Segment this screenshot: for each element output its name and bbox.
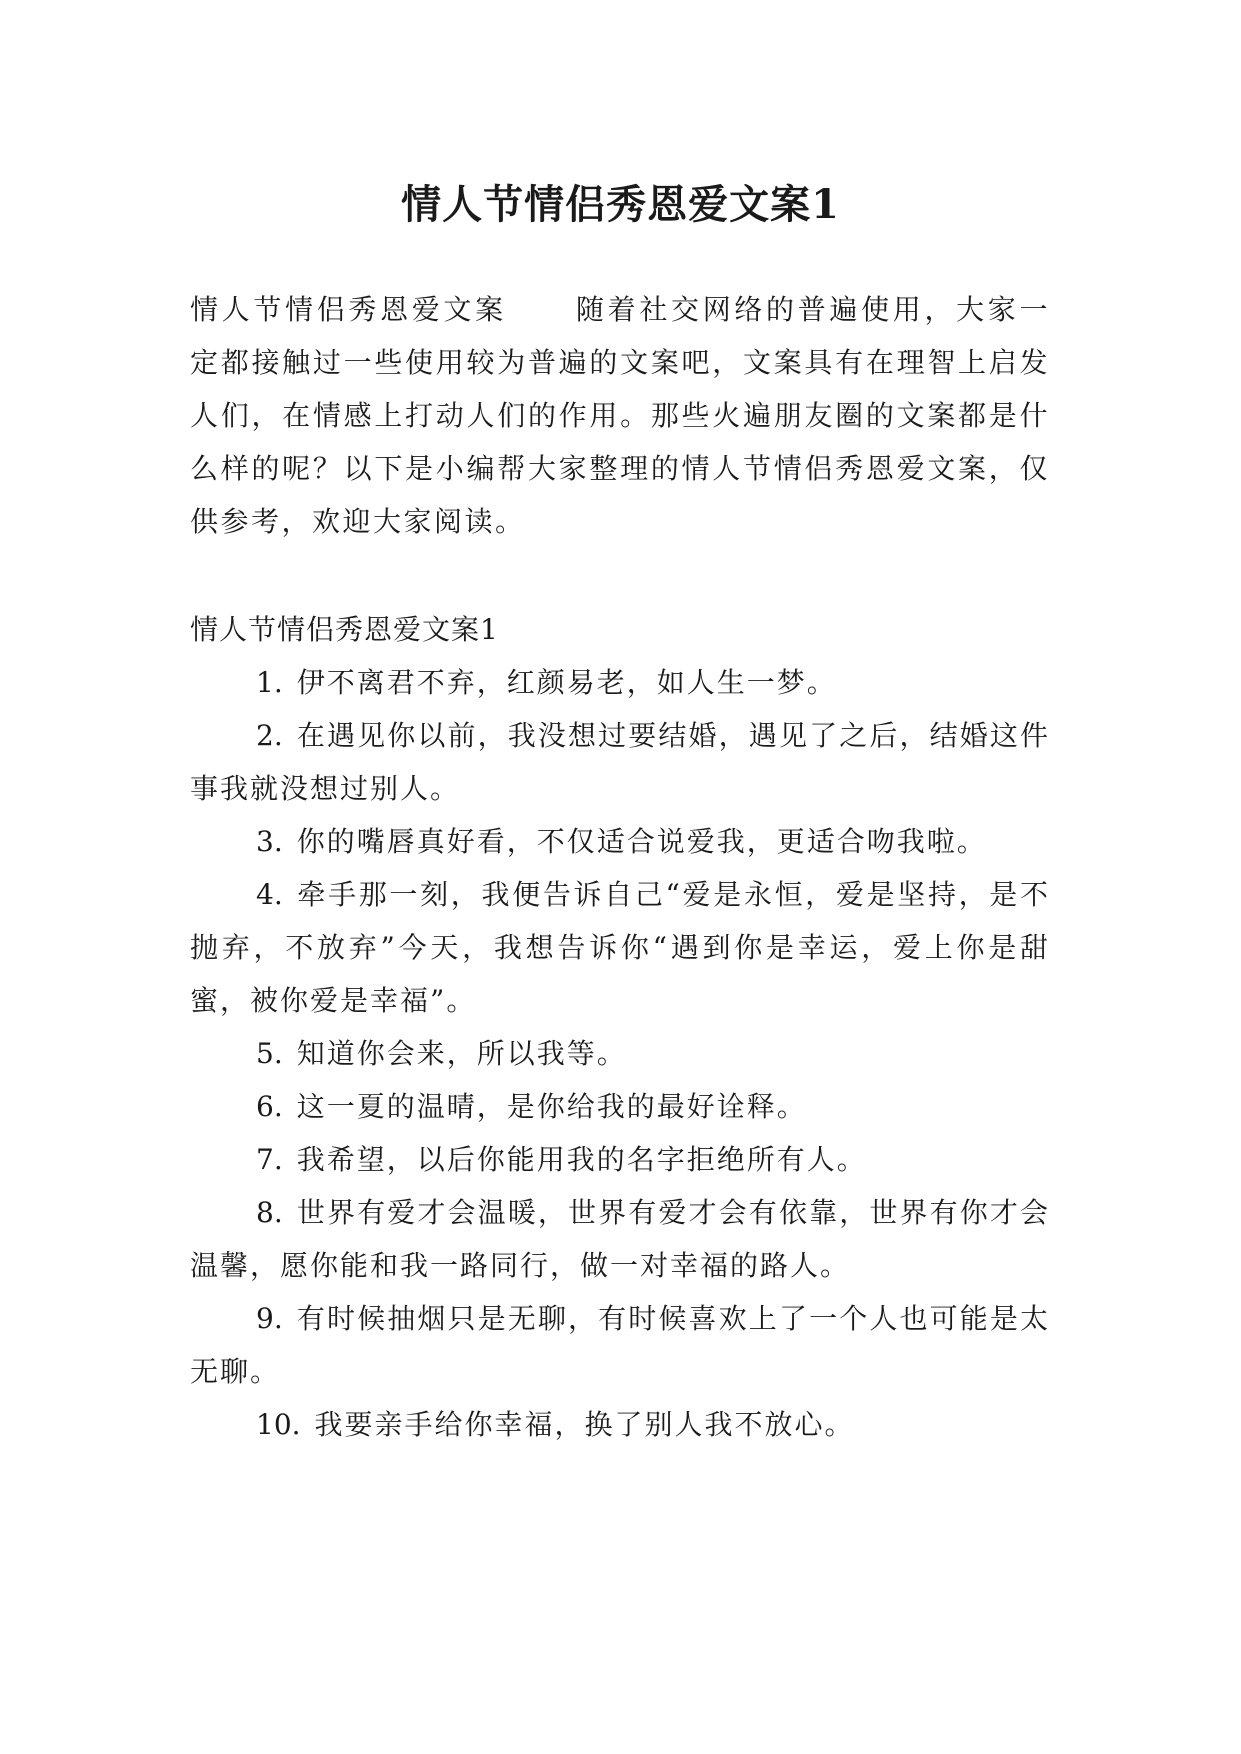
list-item-text: 我要亲手给你幸福，换了别人我不放心。 [314, 1408, 855, 1441]
list-item-number: 5. [256, 1037, 283, 1070]
intro-text: 随着社交网络的普遍使用，大家一定都接触过一些使用较为普遍的文案吧，文案具有在理智上启发人们，在情感上打动人们的作用。那些火遍朋友圈的文案都是什么样的呢？以下是小编帮大家整理的情人节情侣秀恩爱文案，仅供参考，欢迎大家阅读。 [190, 293, 1050, 538]
list-item [190, 656, 1050, 709]
list-item [190, 1133, 1050, 1186]
list-item-text: 伊不离君不弃，红颜易老，如人生一梦。 [296, 666, 837, 699]
list-item [190, 1398, 1050, 1451]
list-item-text: 知道你会来，所以我等。 [296, 1037, 627, 1070]
document-body [190, 283, 1050, 1451]
list-item-number: 4. [256, 878, 283, 911]
list-item-number: 8. [256, 1196, 283, 1229]
document-title: 情人节情侣秀恩爱文案1 [401, 180, 840, 228]
section-title: 情人节情侣秀恩爱文案1 [190, 613, 499, 646]
list-item [190, 1027, 1050, 1080]
list-item-text: 这一夏的温晴，是你给我的最好诠释。 [296, 1090, 807, 1123]
list-item-number: 1. [256, 666, 283, 699]
list-item [190, 1292, 1050, 1398]
list-item-number: 9. [256, 1302, 283, 1335]
list-item-text: 你的嘴唇真好看，不仅适合说爱我，更适合吻我啦。 [296, 825, 987, 858]
list-item-text: 我希望，以后你能用我的名字拒绝所有人。 [296, 1143, 867, 1176]
list-item [190, 1080, 1050, 1133]
list-item-number: 6. [256, 1090, 283, 1123]
list-item-text: 有时候抽烟只是无聊，有时候喜欢上了一个人也可能是太无聊。 [190, 1302, 1050, 1388]
list-item [190, 868, 1050, 1027]
list-item-number: 7. [256, 1143, 283, 1176]
list-item [190, 709, 1050, 815]
list-item [190, 1186, 1050, 1292]
intro-paragraph [190, 283, 1050, 548]
list-item-text: 在遇见你以前，我没想过要结婚，遇见了之后，结婚这件事我就没想过别人。 [190, 719, 1050, 805]
list-item-number: 10. [256, 1408, 301, 1441]
list-item [190, 815, 1050, 868]
list-item-number: 2. [256, 719, 283, 752]
list-item-text: 牵手那一刻，我便告诉自己“爱是永恒，爱是坚持，是不抛弃，不放弃”今天，我想告诉你“遇到你是幸运，爱上你是甜蜜，被你爱是幸福”。 [190, 878, 1050, 1017]
list-item-number: 3. [256, 825, 283, 858]
intro-heading: 情人节情侣秀恩爱文案 [190, 293, 507, 326]
list-item-text: 世界有爱才会温暖，世界有爱才会有依靠，世界有你才会温馨，愿你能和我一路同行，做一对幸福的路人。 [190, 1196, 1050, 1282]
